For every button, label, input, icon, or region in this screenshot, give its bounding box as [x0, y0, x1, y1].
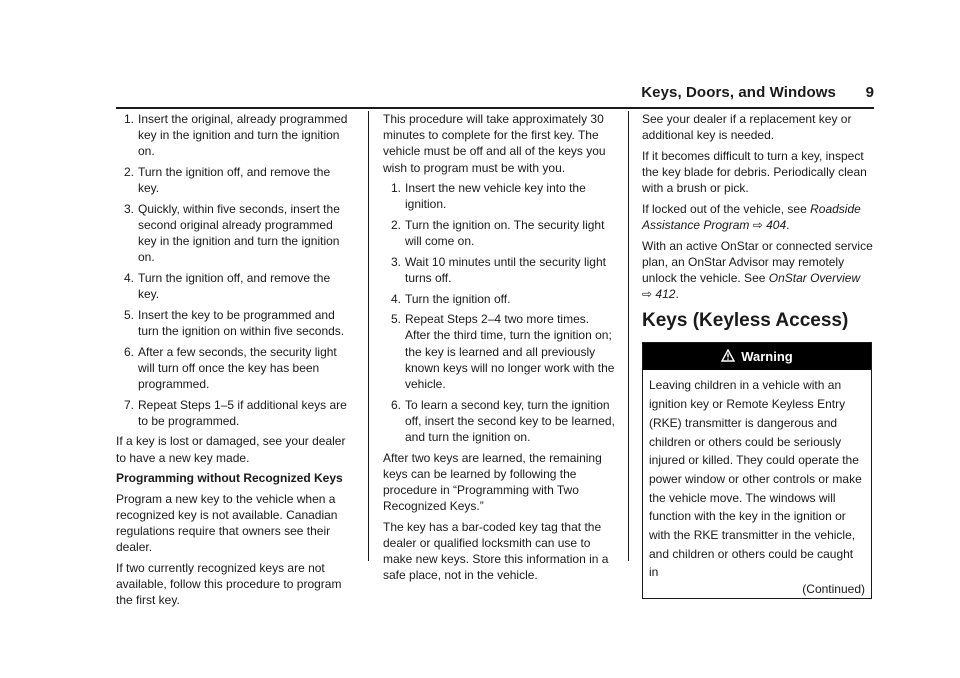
page-ref-arrow-icon: ⇨ [752, 218, 763, 232]
list-item [383, 311, 615, 392]
list-item [383, 180, 615, 212]
list-item [116, 344, 352, 393]
onstar-overview-link[interactable]: OnStar Overview [768, 271, 861, 285]
onstar-paragraph: With an active OnStar or connected service plan, an OnStar Advisor may remotely unlock the vehicle. See OnStar Overview ⇨ 412. [642, 238, 873, 302]
step-text: Insert the key to be programmed and turn the ignition on within five seconds. [138, 307, 345, 338]
step-text: Quickly, within five seconds, insert the second original already programmed key in the ignition and turn the ignition on. [138, 201, 340, 265]
after-two-keys-paragraph: After two keys are learned, the remaining keys can be learned by following the procedure in “Programming with Two Recognized Keys.” [383, 450, 602, 514]
step-number: 2. [123, 165, 134, 179]
programming-steps-list [116, 111, 352, 429]
program-paragraph: Program a new key to the vehicle when a recognized key is not available. Canadian regulations require that owners see their dealer. [116, 491, 338, 555]
step-number: 2. [390, 218, 401, 232]
roadside-page-link[interactable]: 404 [766, 218, 787, 232]
step-number: 6. [123, 344, 134, 359]
step-number: 7. [123, 397, 134, 412]
onstar-page-link[interactable]: 412 [655, 287, 676, 302]
key-tag-paragraph: The key has a bar-coded key tag that the dealer or qualified locksmith can use to make new keys. Store this information in a safe place, not in the vehicle. [383, 519, 609, 583]
step-text: Insert the original, already programmed key in the ignition and turn the ignition on. [138, 112, 348, 159]
step-number: 5. [123, 307, 134, 322]
warning-header [643, 343, 871, 370]
list-item [116, 397, 352, 429]
roadside-assistance-link[interactable]: Roadside Assistance Program [642, 201, 861, 232]
section-title: Keys (Keyless Access) [642, 310, 849, 332]
column-2 [383, 111, 615, 588]
step-number: 1. [390, 181, 401, 196]
list-item [116, 307, 352, 339]
locked-out-paragraph: If locked out of the vehicle, see Roadside Assistance Program ⇨ 404. [642, 201, 861, 232]
lost-key-paragraph: If a key is lost or damaged, see your dealer to have a new key made. [116, 434, 346, 465]
list-item [383, 291, 615, 307]
step-number: 3. [123, 201, 134, 216]
page-number: 9 [865, 84, 874, 101]
list-item [116, 164, 352, 196]
list-item [116, 270, 352, 302]
page-ref-arrow-icon: ⇨ [642, 287, 653, 302]
page-header [0, 76, 960, 108]
warning-box [642, 342, 872, 599]
column-divider [368, 111, 369, 561]
difficult-key-paragraph: If it becomes difficult to turn a key, inspect the key blade for debris. Periodically clean with a brush or pick. [642, 148, 867, 196]
warning-title: Warning [741, 348, 793, 364]
list-item [116, 201, 352, 266]
step-number: 4. [390, 291, 401, 306]
step-text: Turn the ignition off. [405, 291, 511, 306]
new-key-steps-list [383, 180, 615, 445]
step-text: Turn the ignition on. The security light will come on. [405, 218, 605, 249]
continued-label: (Continued) [802, 582, 865, 597]
header-rule [116, 107, 874, 109]
step-number: 1. [123, 112, 134, 126]
onstar-text: With an active OnStar or connected service plan, an OnStar Advisor may remotely unlock the vehicle. See [642, 238, 873, 285]
locked-out-text: If locked out of the vehicle, see [642, 201, 811, 216]
step-number: 3. [390, 254, 401, 269]
step-text: After a few seconds, the security light will turn off once the key has been programmed. [138, 344, 337, 391]
list-item [383, 254, 615, 286]
step-number: 5. [390, 312, 401, 327]
step-text: To learn a second key, turn the ignition off, insert the second key to be learned, and turn the ignition on. [405, 397, 615, 444]
list-item [116, 111, 352, 160]
list-item [383, 217, 615, 249]
step-text: Turn the ignition off, and remove the key. [138, 271, 331, 302]
warning-triangle-icon [721, 349, 735, 365]
replacement-paragraph: See your dealer if a replacement key or additional key is needed. [642, 112, 852, 143]
warning-body [643, 370, 871, 598]
step-text: Insert the new vehicle key into the ignition. [405, 181, 586, 212]
list-item [383, 397, 615, 446]
intro-paragraph: This procedure will take approximately 30 minutes to complete for the first key. The vehicle must be off and all of the keys you wish to program must be with you. [383, 112, 606, 175]
step-text: Repeat Steps 2–4 two more times. After the third time, turn the ignition on; the key is learned and all previously known keys will no longer work with the vehicle. [405, 312, 615, 391]
column-divider [628, 111, 629, 561]
column-1 [116, 111, 352, 613]
step-number: 6. [390, 397, 401, 412]
column-3 [642, 111, 874, 599]
step-number: 4. [123, 271, 134, 285]
subheading-no-recognized-keys: Programming without Recognized Keys [116, 471, 343, 486]
two-keys-paragraph: If two currently recognized keys are not available, follow this procedure to program the first key. [116, 560, 342, 608]
warning-text: Leaving children in a vehicle with an ignition key or Remote Keyless Entry (RKE) transmitter is dangerous and children or others could be seriously injured or killed. They could operate the power window or other controls or make the vehicle move. The windows will function with the key in the ignition or with the RKE transmitter in the vehicle, and children or others could be caught in [649, 378, 862, 580]
step-text: Repeat Steps 1–5 if additional keys are to be programmed. [138, 397, 347, 428]
chapter-title: Keys, Doors, and Windows [641, 84, 836, 101]
step-text: Turn the ignition off, and remove the key. [138, 165, 331, 196]
step-text: Wait 10 minutes until the security light turns off. [405, 254, 606, 285]
